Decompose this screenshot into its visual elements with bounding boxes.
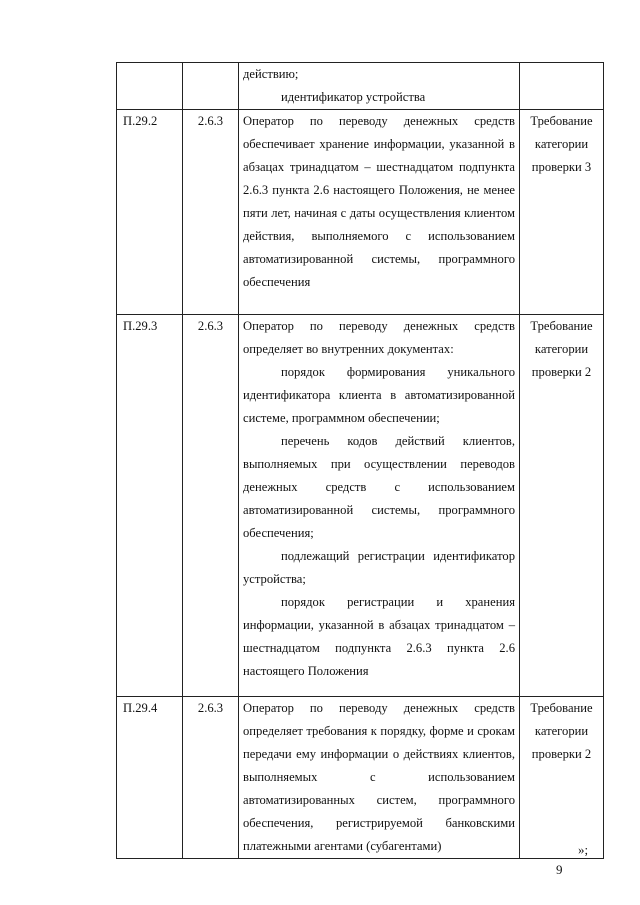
cell-id <box>117 63 183 110</box>
cell-id: П.29.2 <box>117 110 183 315</box>
cell-requirement: Требование категории проверки 2 <box>520 315 604 697</box>
table-row <box>117 110 604 315</box>
cell-text <box>239 315 520 697</box>
cell-text <box>239 63 520 110</box>
cell-requirement: Требование категории проверки 3 <box>520 110 604 315</box>
cell-ref: 2.6.3 <box>183 110 239 315</box>
cell-requirement <box>520 63 604 110</box>
cell-ref: 2.6.3 <box>183 315 239 697</box>
cell-ref: 2.6.3 <box>183 697 239 859</box>
cell-text <box>239 697 520 859</box>
paragraph: порядок формирования уникального идентификатора клиента в автоматизированной системе, программном обеспечении; <box>243 365 515 425</box>
cell-id: П.29.3 <box>117 315 183 697</box>
table-row <box>117 315 604 697</box>
page-number: 9 <box>556 862 563 877</box>
cell-ref <box>183 63 239 110</box>
continuation-line-1: действию; <box>243 67 299 81</box>
cell-text <box>239 110 520 315</box>
requirements-table <box>116 62 604 859</box>
paragraph: Оператор по переводу денежных средств определяет требования к порядку, форме и срокам передачи ему информации о действиях клиентов, выполняемых с использованием автоматизированных систем, программного обеспечения, регистрируемой банковскими платежными агентами (субагентами) <box>243 701 515 853</box>
table-row <box>117 697 604 859</box>
table-row-continuation <box>117 63 604 110</box>
paragraph: подлежащий регистрации идентификатор устройства; <box>243 549 515 586</box>
paragraph: Оператор по переводу денежных средств определяет во внутренних документах: <box>243 319 515 356</box>
cell-id: П.29.4 <box>117 697 183 859</box>
paragraph: Оператор по переводу денежных средств обеспечивает хранение информации, указанной в абзацах тринадцатом – шестнадцатом подпункта 2.6.3 пункта 2.6 настоящего Положения, не менее пяти лет, начиная с даты осуществления клиентом действия, выполняемого с использованием автоматизированной системы, программного обеспечения <box>243 114 515 289</box>
paragraph: перечень кодов действий клиентов, выполняемых при осуществлении переводов денежных средств с использованием автоматизированной системы, программного обеспечения; <box>243 434 515 540</box>
cell-requirement: Требование категории проверки 2 <box>520 697 604 859</box>
continuation-line-2: идентификатор устройства <box>281 90 426 104</box>
closing-quote: »; <box>578 842 589 857</box>
paragraph: порядок регистрации и хранения информации, указанной в абзацах тринадцатом – шестнадцатом подпункта 2.6.3 пункта 2.6 настоящего Положения <box>243 595 515 678</box>
